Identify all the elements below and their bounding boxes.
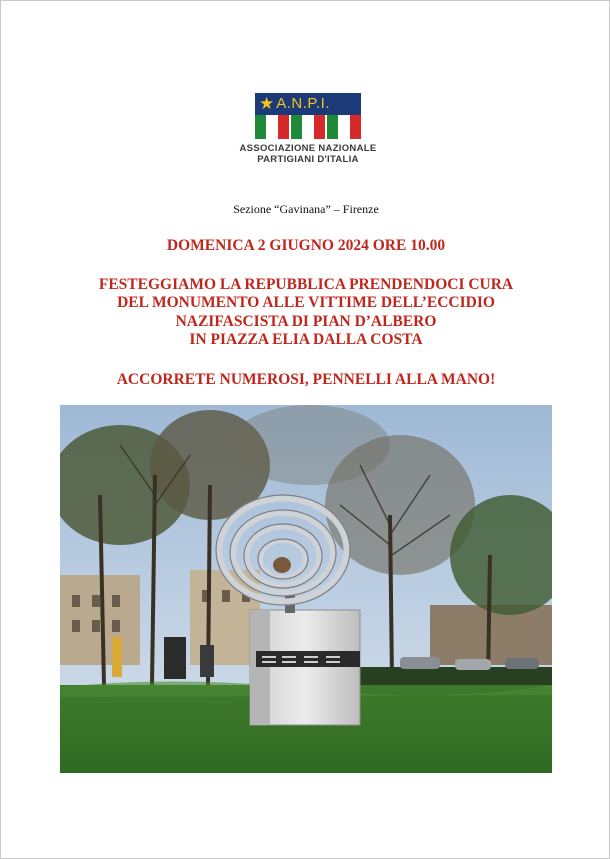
section-label: Sezione “Gavinana” – Firenze xyxy=(233,202,379,216)
flag-icon xyxy=(291,115,327,139)
monument-photo xyxy=(60,405,552,773)
headline-line-3: NAZIFASCISTA DI PIAN D’ALBERO xyxy=(175,313,437,330)
logo-caption xyxy=(237,143,379,165)
star-icon: ★ xyxy=(259,94,275,114)
logo-caption-line2: PARTIGIANI D'ITALIA xyxy=(257,154,359,165)
flag-icon xyxy=(255,115,291,139)
event-date: DOMENICA 2 GIUGNO 2024 ORE 10.00 xyxy=(166,237,446,254)
logo-banner xyxy=(255,93,361,115)
headline-line-1: FESTEGGIAMO LA REPUBBLICA PRENDENDOCI CURA xyxy=(98,276,514,293)
logo-brand: A.N.P.I. xyxy=(276,95,330,112)
headline-line-2: DEL MONUMENTO ALLE VITTIME DELL’ECCIDIO xyxy=(117,294,495,311)
headline-line-4: IN PIAZZA ELIA DALLA COSTA xyxy=(189,331,423,348)
anpi-logo xyxy=(255,93,361,139)
flag-icon xyxy=(327,115,361,139)
logo-caption-line1: ASSOCIAZIONE NAZIONALE xyxy=(239,143,377,154)
call-to-action: ACCORRETE NUMEROSI, PENNELLI ALLA MANO! xyxy=(116,371,496,388)
logo-flags xyxy=(255,115,361,139)
